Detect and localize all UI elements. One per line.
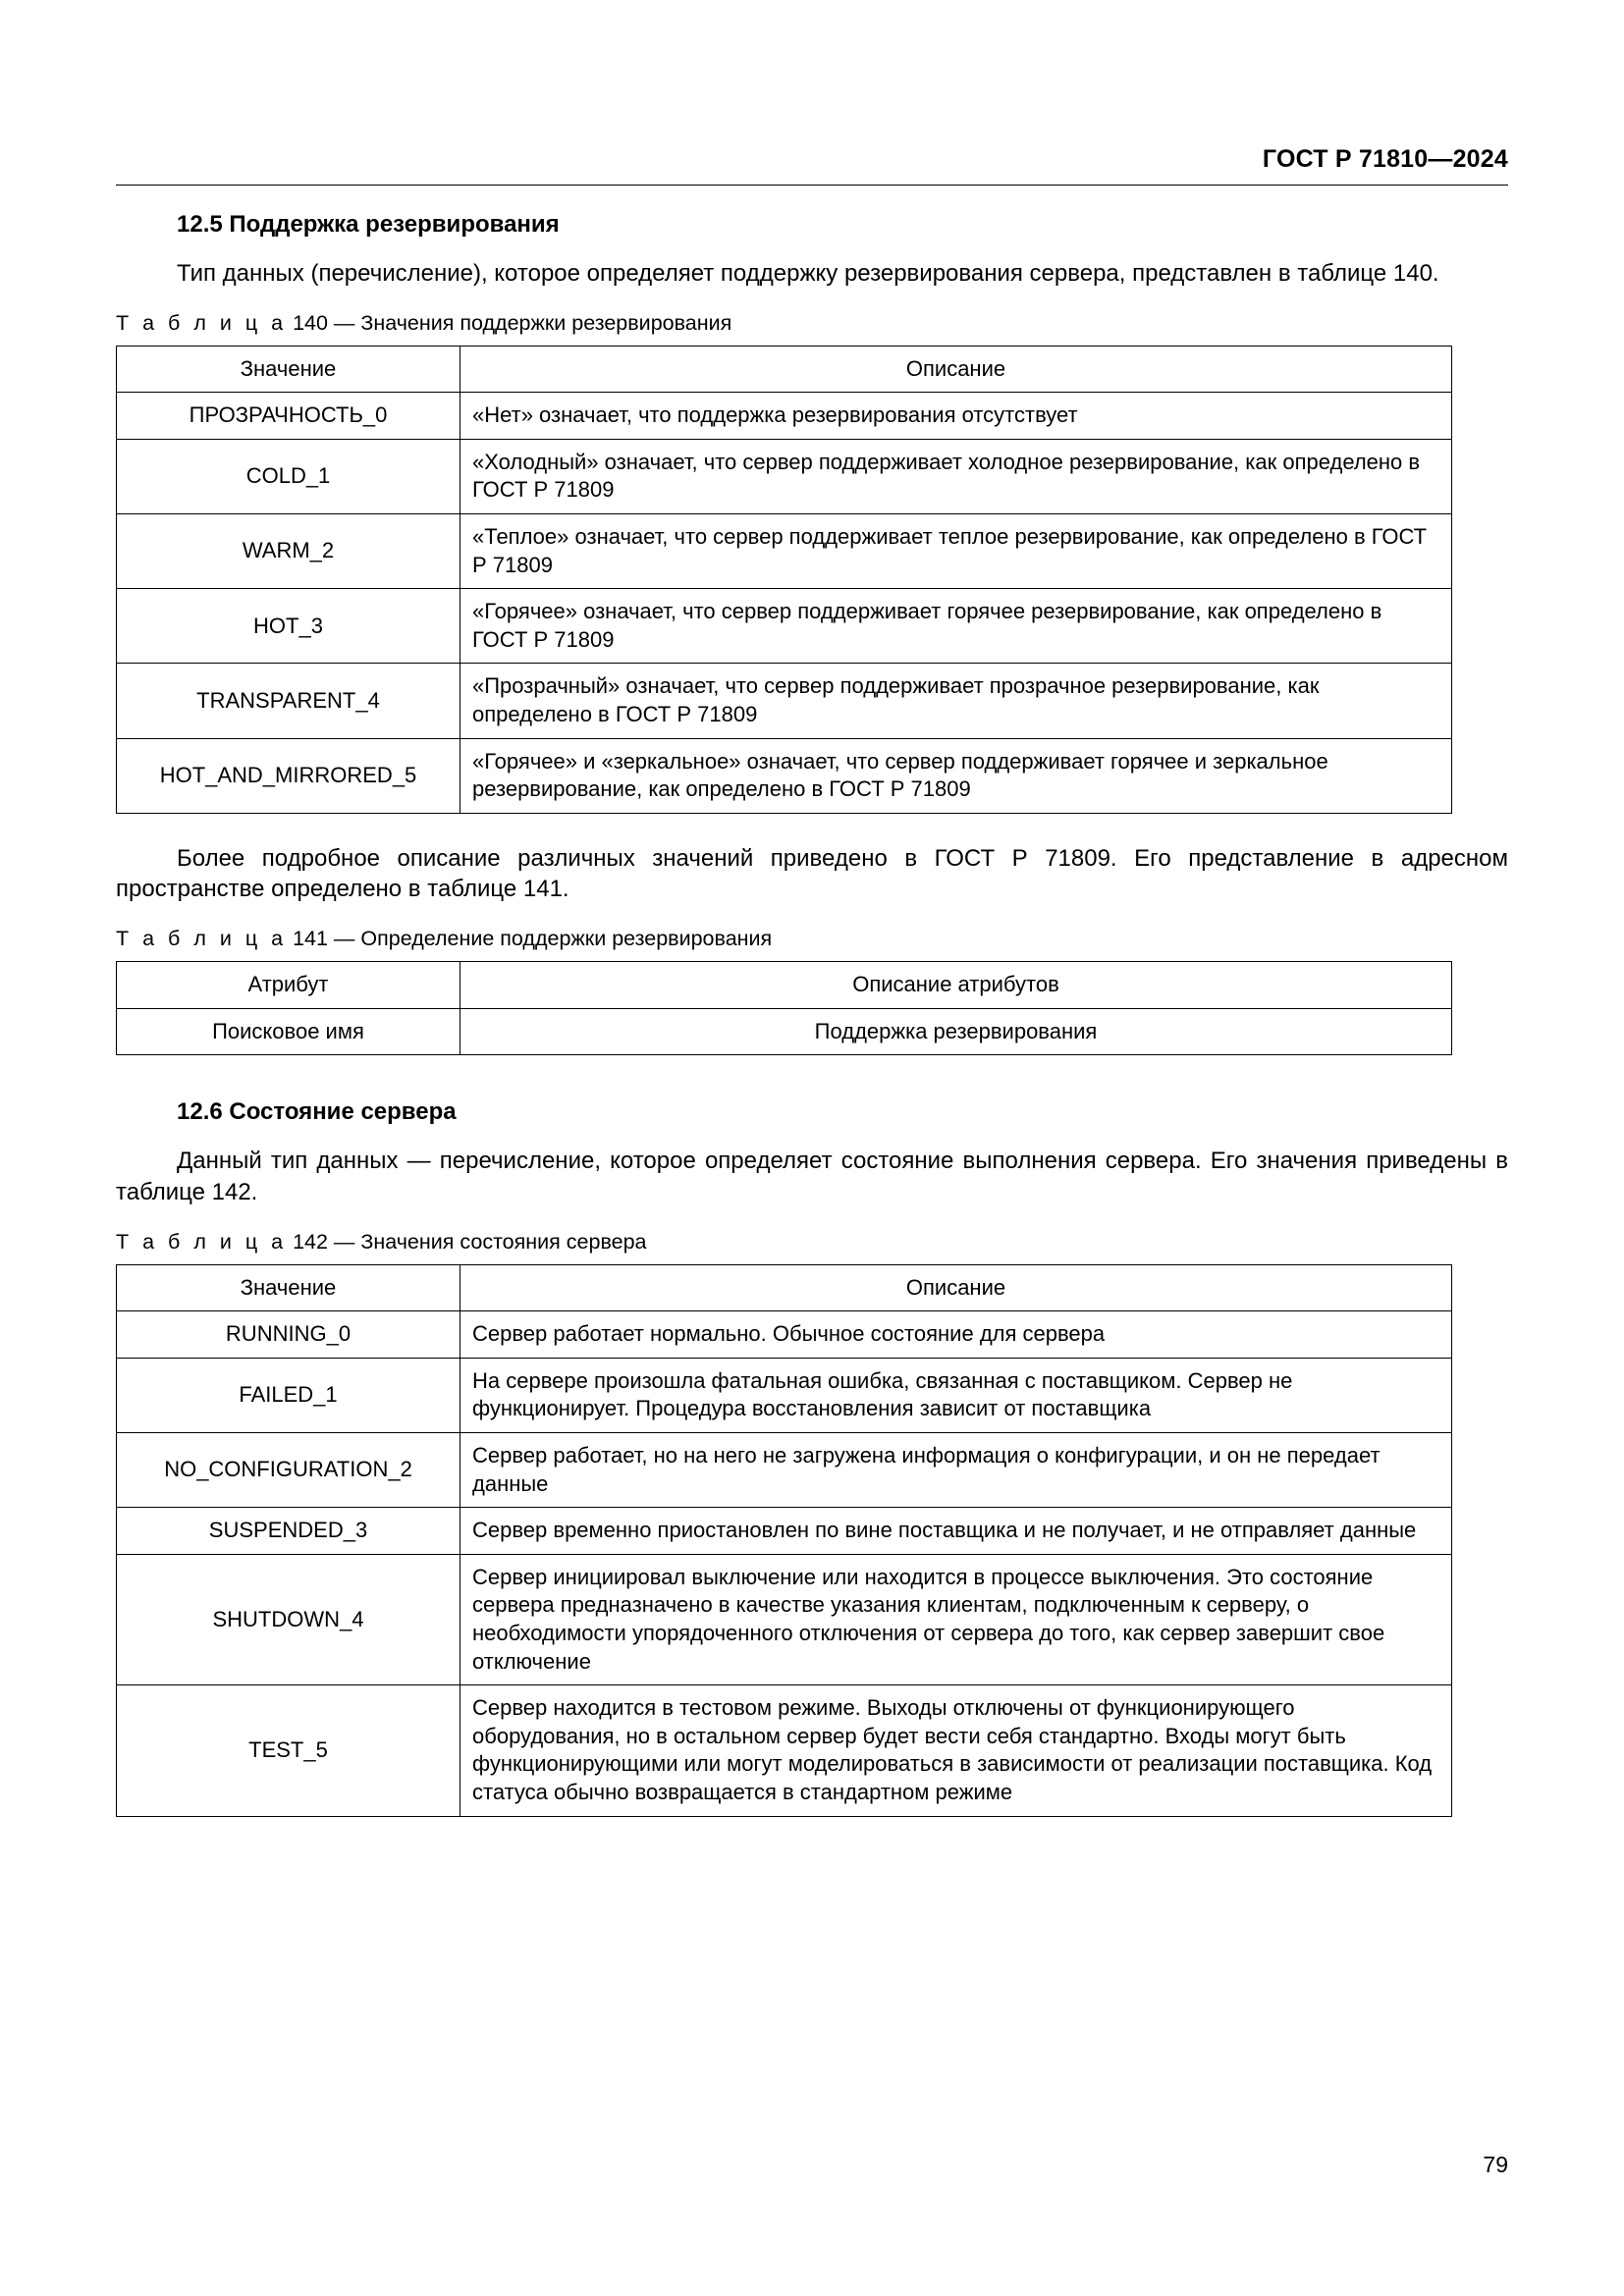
table-140-cell-description: «Прозрачный» означает, что сервер поддерживает прозрачное резервирование, как определено в ГОСТ Р 71809 [460,664,1452,738]
table-142-caption-text: 142 — Значения состояния сервера [293,1229,647,1254]
table-141-caption-prefix: Т а б л и ц а [116,927,288,951]
table-140-cell-value: TRANSPARENT_4 [117,664,460,738]
page-number: 79 [1483,2152,1508,2177]
table-140-header-value: Значение [117,346,460,393]
table-141-cell-attribute: Поисковое имя [117,1008,460,1055]
table-row [117,738,1452,813]
table-header-row [117,962,1452,1009]
table-row [117,1554,1452,1684]
table-141-caption-text: 141 — Определение поддержки резервирования [293,927,773,951]
table-141-caption [116,927,1508,951]
table-140-cell-description: «Горячее» и «зеркальное» означает, что сервер поддерживает горячее и зеркальное резервирование, как определено в ГОСТ Р 71809 [460,738,1452,813]
header-divider [116,185,1508,186]
table-header-row [117,1264,1452,1311]
section-12-5-intro-paragraph: Тип данных (перечисление), которое определяет поддержку резервирования сервера, представлен в таблице 140. [177,260,1439,287]
table-141-header-attribute: Атрибут [117,962,460,1009]
table-142-cell-description: На сервере произошла фатальная ошибка, связанная с поставщиком. Сервер не функционирует. Процедура восстановления зависит от поставщика [460,1358,1452,1432]
table-140-cell-description: «Горячее» означает, что сервер поддерживает горячее резервирование, как определено в ГОСТ Р 71809 [460,589,1452,664]
table-142-header-description: Описание [460,1264,1452,1311]
table-row [117,1508,1452,1555]
table-row [117,589,1452,664]
table-140-caption-prefix: Т а б л и ц а [116,310,288,335]
section-12-6-intro-paragraph: Данный тип данных — перечисление, которое определяет состояние выполнения сервера. Его значения приведены в таблице 142. [116,1148,1508,1205]
table-140-cell-value: HOT_3 [117,589,460,664]
table-row [117,514,1452,589]
table-142-cell-value: SHUTDOWN_4 [117,1554,460,1684]
table-row [117,1358,1452,1432]
table-141-cell-description: Поддержка резервирования [460,1008,1452,1055]
table-row [117,664,1452,738]
table-142-cell-value: TEST_5 [117,1685,460,1816]
table-140-cell-value: ПРОЗРАЧНОСТЬ_0 [117,393,460,440]
table-row [117,393,1452,440]
table-142-caption [116,1230,1508,1255]
table-140-cell-value: WARM_2 [117,514,460,589]
table-142-cell-description: Сервер инициировал выключение или находится в процессе выключения. Это состояние сервера предназначено в качестве указания клиентам, подключенным к серверу, о необходимости упорядоченного отключения от сервера до того, как сервер завершит свое отключение [460,1554,1452,1684]
table-140-caption-text: 140 — Значения поддержки резервирования [293,310,732,335]
table-140-cell-value: HOT_AND_MIRRORED_5 [117,738,460,813]
table-142-cell-description: Сервер временно приостановлен по вине поставщика и не получает, и не отправляет данные [460,1508,1452,1555]
table-140-followup-paragraph: Более подробное описание различных значений приведено в ГОСТ Р 71809. Его представление в адресном пространстве определено в таблице 141. [116,844,1508,903]
table-140 [116,346,1452,814]
table-142-header-value: Значение [117,1264,460,1311]
table-142-cell-value: RUNNING_0 [117,1311,460,1359]
table-140-cell-description: «Холодный» означает, что сервер поддерживает холодное резервирование, как определено в ГОСТ Р 71809 [460,439,1452,513]
table-142-caption-prefix: Т а б л и ц а [116,1229,288,1254]
table-142-cell-description: Сервер работает, но на него не загружена информация о конфигурации, и он не передает данные [460,1433,1452,1508]
table-142-cell-value: FAILED_1 [117,1358,460,1432]
table-140-cell-value: COLD_1 [117,439,460,513]
table-142 [116,1264,1452,1817]
table-row [117,1433,1452,1508]
table-row [117,439,1452,513]
table-row [117,1311,1452,1359]
table-140-cell-description: «Нет» означает, что поддержка резервирования отсутствует [460,393,1452,440]
table-140-cell-description: «Теплое» означает, что сервер поддерживает теплое резервирование, как определено в ГОСТ Р 71809 [460,514,1452,589]
section-title-12-5: 12.5 Поддержка резервирования [177,211,560,238]
table-140-header-description: Описание [460,346,1452,393]
table-142-cell-value: SUSPENDED_3 [117,1508,460,1555]
table-142-cell-description: Сервер находится в тестовом режиме. Выходы отключены от функционирующего оборудования, но в остальном сервер будет вести себя стандартно. Входы могут быть функционирующими или могут моделироваться в зависимости от реализации поставщика. Код статуса обычно возвращается в стандартном режиме [460,1685,1452,1816]
table-142-cell-description: Сервер работает нормально. Обычное состояние для сервера [460,1311,1452,1359]
table-140-caption [116,311,1508,336]
table-141 [116,961,1452,1055]
table-row [117,1008,1452,1055]
section-title-12-6: 12.6 Состояние сервера [177,1098,457,1126]
table-header-row [117,346,1452,393]
table-141-header-description: Описание атрибутов [460,962,1452,1009]
page-header-standard-id: ГОСТ Р 71810—2024 [1262,145,1508,173]
table-142-cell-value: NO_CONFIGURATION_2 [117,1433,460,1508]
table-row [117,1685,1452,1816]
page-content [116,211,1508,1846]
